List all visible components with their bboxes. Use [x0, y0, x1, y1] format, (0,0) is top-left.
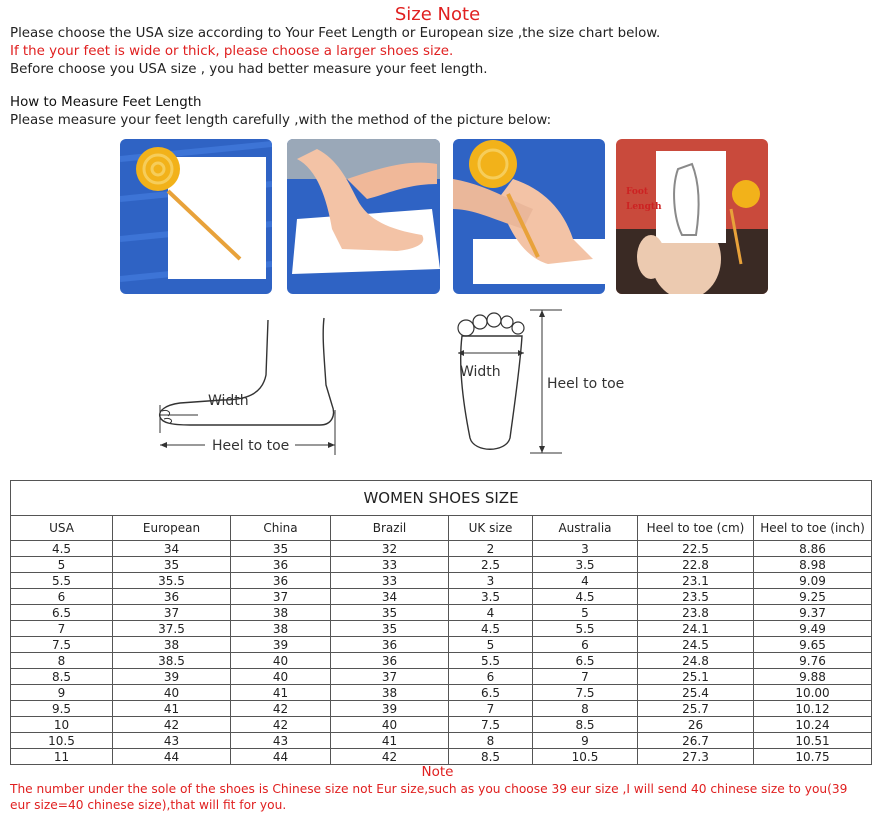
- table-row: [11, 573, 872, 589]
- table-cell: 44: [113, 749, 231, 765]
- diagram-sole-heel-label: Heel to toe: [547, 376, 625, 392]
- table-cell: 3.5: [449, 589, 533, 605]
- measure-instruction: Please measure your feet length carefully ,with the method of the picture below:: [10, 113, 552, 128]
- table-cell: 8.98: [754, 557, 872, 573]
- table-cell: 4: [449, 605, 533, 621]
- table-cell: 8.5: [533, 717, 638, 733]
- table-cell: 42: [331, 749, 449, 765]
- table-cell: 33: [331, 573, 449, 589]
- table-cell: 8.86: [754, 541, 872, 557]
- table-cell: 23.5: [638, 589, 754, 605]
- table-cell: 10: [11, 717, 113, 733]
- table-cell: 5.5: [449, 653, 533, 669]
- table-cell: 8: [449, 733, 533, 749]
- size-table: [10, 480, 872, 765]
- table-cell: 4: [533, 573, 638, 589]
- table-row: [11, 605, 872, 621]
- header-uk-size: UK size: [449, 516, 533, 541]
- table-cell: 7: [11, 621, 113, 637]
- table-cell: 10.75: [754, 749, 872, 765]
- photo-paper-and-pen: [120, 139, 272, 294]
- table-cell: 6: [11, 589, 113, 605]
- intro-line-1: Please choose the USA size according to Your Feet Length or European size ,the size chart below.: [10, 26, 661, 41]
- table-cell: 3.5: [533, 557, 638, 573]
- header-australia: Australia: [533, 516, 638, 541]
- header-european: European: [113, 516, 231, 541]
- table-cell: 8.5: [449, 749, 533, 765]
- table-cell: 33: [331, 557, 449, 573]
- table-cell: 4.5: [11, 541, 113, 557]
- table-cell: 10.24: [754, 717, 872, 733]
- table-cell: 3: [533, 541, 638, 557]
- table-cell: 36: [231, 573, 331, 589]
- table-cell: 9.76: [754, 653, 872, 669]
- table-cell: 37: [231, 589, 331, 605]
- table-cell: 9.49: [754, 621, 872, 637]
- table-cell: 22.8: [638, 557, 754, 573]
- note-text: The number under the sole of the shoes is Chinese size not Eur size,such as you choose 39 eur size ,I will send 40 chinese size to you(39 eur size=40 chinese size),that will fit for you.: [10, 782, 848, 812]
- table-cell: 6.5: [449, 685, 533, 701]
- table-cell: 40: [331, 717, 449, 733]
- table-cell: 32: [331, 541, 449, 557]
- table-cell: 41: [331, 733, 449, 749]
- table-cell: 25.1: [638, 669, 754, 685]
- table-cell: 4.5: [533, 589, 638, 605]
- table-cell: 9.65: [754, 637, 872, 653]
- table-cell: 35.5: [113, 573, 231, 589]
- table-cell: 5: [11, 557, 113, 573]
- intro-line-2: If the your feet is wide or thick, please choose a larger shoes size.: [10, 44, 454, 59]
- table-row: [11, 637, 872, 653]
- table-cell: 42: [113, 717, 231, 733]
- header-brazil: Brazil: [331, 516, 449, 541]
- photo-length-label: Length: [626, 202, 662, 212]
- table-cell: 7.5: [449, 717, 533, 733]
- table-cell: 22.5: [638, 541, 754, 557]
- table-cell: 9.09: [754, 573, 872, 589]
- table-cell: 38: [231, 605, 331, 621]
- table-cell: 4.5: [449, 621, 533, 637]
- table-cell: 11: [11, 749, 113, 765]
- table-cell: 38: [113, 637, 231, 653]
- photo-foot-on-paper: [287, 139, 440, 294]
- table-cell: 8: [533, 701, 638, 717]
- measure-heading: How to Measure Feet Length: [10, 95, 202, 110]
- table-title-row: [11, 481, 872, 516]
- table-cell: 44: [231, 749, 331, 765]
- table-cell: 39: [331, 701, 449, 717]
- table-cell: 9.88: [754, 669, 872, 685]
- table-cell: 23.1: [638, 573, 754, 589]
- table-row: [11, 621, 872, 637]
- table-cell: 36: [113, 589, 231, 605]
- table-header-row: [11, 516, 872, 541]
- table-cell: 7.5: [533, 685, 638, 701]
- table-cell: 5.5: [533, 621, 638, 637]
- table-cell: 7.5: [11, 637, 113, 653]
- table-title: WOMEN SHOES SIZE: [11, 481, 872, 516]
- table-cell: 10.5: [533, 749, 638, 765]
- table-row: [11, 749, 872, 765]
- table-cell: 39: [231, 637, 331, 653]
- table-cell: 40: [231, 653, 331, 669]
- table-row: [11, 701, 872, 717]
- table-cell: 43: [231, 733, 331, 749]
- table-cell: 34: [113, 541, 231, 557]
- table-cell: 42: [231, 701, 331, 717]
- table-cell: 5.5: [11, 573, 113, 589]
- header-heel-inch: Heel to toe (inch): [754, 516, 872, 541]
- table-cell: 25.4: [638, 685, 754, 701]
- table-row: [11, 589, 872, 605]
- diagram-sole-width-label: Width: [460, 364, 501, 380]
- page-title: Size Note: [394, 4, 481, 25]
- table-cell: 25.7: [638, 701, 754, 717]
- table-cell: 37: [113, 605, 231, 621]
- table-cell: 36: [331, 653, 449, 669]
- table-cell: 37: [331, 669, 449, 685]
- table-cell: 2: [449, 541, 533, 557]
- diagram-side-width-label: Width: [208, 393, 249, 409]
- table-cell: 6: [533, 637, 638, 653]
- table-row: [11, 669, 872, 685]
- diagram-side-heel-label: Heel to toe: [212, 438, 290, 454]
- note-title: Note: [421, 764, 454, 780]
- table-cell: 40: [231, 669, 331, 685]
- table-cell: 36: [331, 637, 449, 653]
- table-cell: 40: [113, 685, 231, 701]
- table-cell: 5: [449, 637, 533, 653]
- table-cell: 9: [11, 685, 113, 701]
- table-cell: 37.5: [113, 621, 231, 637]
- table-cell: 35: [331, 605, 449, 621]
- table-cell: 10.51: [754, 733, 872, 749]
- photo-traced-foot: [616, 139, 768, 294]
- table-row: [11, 557, 872, 573]
- table-row: [11, 541, 872, 557]
- header-china: China: [231, 516, 331, 541]
- photo-measuring-foot: [453, 139, 605, 294]
- table-cell: 24.5: [638, 637, 754, 653]
- table-cell: 9: [533, 733, 638, 749]
- table-cell: 23.8: [638, 605, 754, 621]
- table-cell: 38: [231, 621, 331, 637]
- table-cell: 8: [11, 653, 113, 669]
- table-cell: 6.5: [11, 605, 113, 621]
- table-cell: 10.5: [11, 733, 113, 749]
- table-cell: 10.00: [754, 685, 872, 701]
- table-cell: 43: [113, 733, 231, 749]
- table-cell: 7: [533, 669, 638, 685]
- table-cell: 24.8: [638, 653, 754, 669]
- table-cell: 42: [231, 717, 331, 733]
- table-cell: 35: [231, 541, 331, 557]
- table-cell: 35: [113, 557, 231, 573]
- table-cell: 35: [331, 621, 449, 637]
- table-row: [11, 717, 872, 733]
- table-row: [11, 733, 872, 749]
- table-cell: 5: [533, 605, 638, 621]
- header-usa: USA: [11, 516, 113, 541]
- table-cell: 39: [113, 669, 231, 685]
- table-cell: 24.1: [638, 621, 754, 637]
- table-cell: 34: [331, 589, 449, 605]
- table-cell: 6.5: [533, 653, 638, 669]
- table-cell: 41: [231, 685, 331, 701]
- table-row: [11, 685, 872, 701]
- table-cell: 27.3: [638, 749, 754, 765]
- table-cell: 26.7: [638, 733, 754, 749]
- table-cell: 2.5: [449, 557, 533, 573]
- table-cell: 9.5: [11, 701, 113, 717]
- photo-foot-label: Foot: [626, 187, 649, 197]
- table-cell: 10.12: [754, 701, 872, 717]
- table-row: [11, 653, 872, 669]
- table-cell: 7: [449, 701, 533, 717]
- table-cell: 38.5: [113, 653, 231, 669]
- table-cell: 9.25: [754, 589, 872, 605]
- header-heel-cm: Heel to toe (cm): [638, 516, 754, 541]
- table-cell: 3: [449, 573, 533, 589]
- table-cell: 41: [113, 701, 231, 717]
- table-cell: 26: [638, 717, 754, 733]
- table-cell: 36: [231, 557, 331, 573]
- table-cell: 8.5: [11, 669, 113, 685]
- intro-line-3: Before choose you USA size , you had better measure your feet length.: [10, 62, 488, 77]
- table-cell: 38: [331, 685, 449, 701]
- table-cell: 6: [449, 669, 533, 685]
- table-cell: 9.37: [754, 605, 872, 621]
- diagram-foot-side-view: [150, 315, 340, 460]
- diagram-foot-sole-view: [450, 308, 640, 456]
